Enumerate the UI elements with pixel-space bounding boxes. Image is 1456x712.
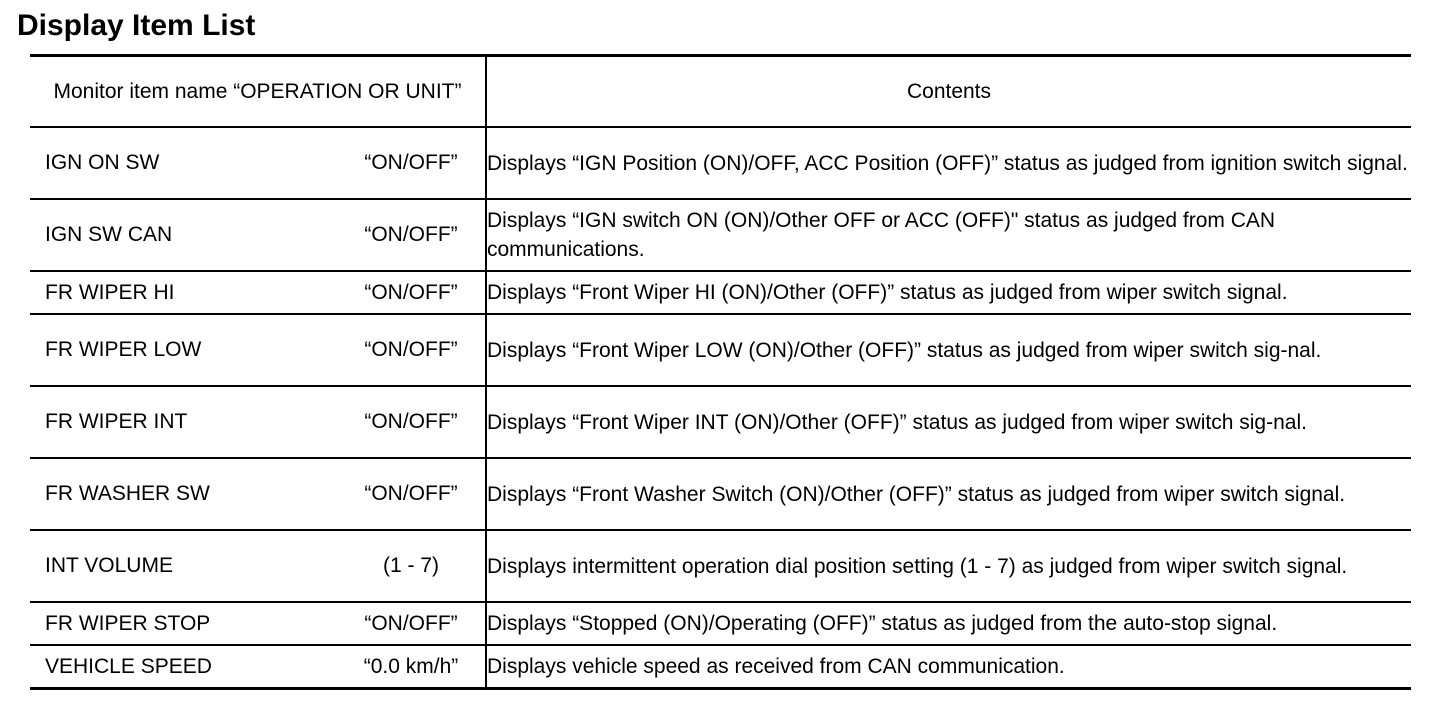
item-name: INT VOLUME [45,554,173,577]
item-name-cell [30,314,486,386]
table-row [30,530,1411,602]
item-value: “0.0 km/h” [363,654,459,678]
item-name: FR WASHER SW [45,482,210,505]
item-contents: Displays intermittent operation dial position setting (1 - 7) as judged from wiper switch signal. [486,530,1411,602]
item-contents: Displays “IGN switch ON (ON)/Other OFF or ACC (OFF)" status as judged from CAN communications. [486,199,1411,271]
table-header-row [30,56,1411,128]
item-value: “ON/OFF” [364,151,458,174]
display-item-table [30,54,1411,690]
table-row [30,645,1411,689]
item-contents: Displays “IGN Position (ON)/OFF, ACC Position (OFF)” status as judged from ignition switch signal. [486,127,1411,199]
item-contents: Displays “Stopped (ON)/Operating (OFF)” status as judged from the auto-stop signal. [486,602,1411,645]
item-name: IGN ON SW [45,151,160,174]
item-name-cell [30,271,486,314]
table-row [30,386,1411,458]
table-row [30,127,1411,199]
item-name-cell [30,602,486,645]
item-name: FR WIPER HI [45,280,175,304]
table-row [30,314,1411,386]
item-name-cell [30,199,486,271]
item-value: “ON/OFF” [364,280,458,304]
item-value: “ON/OFF” [364,410,458,433]
table-row [30,602,1411,645]
item-contents: Displays “Front Washer Switch (ON)/Other (OFF)” status as judged from wiper switch signal. [486,458,1411,530]
item-name-cell [30,386,486,458]
item-value: “ON/OFF” [364,482,458,505]
header-monitor-item-name: Monitor item name “OPERATION OR UNIT” [30,56,486,128]
item-contents: Displays “Front Wiper HI (ON)/Other (OFF)” status as judged from wiper switch signal. [486,271,1411,314]
table-row [30,458,1411,530]
item-name-cell [30,530,486,602]
item-name: IGN SW CAN [45,223,173,246]
table-row [30,199,1411,271]
item-value: “ON/OFF” [364,338,458,361]
item-value: (1 - 7) [382,554,439,577]
item-name: FR WIPER LOW [45,338,202,361]
item-value: “ON/OFF” [364,223,458,246]
item-contents: Displays “Front Wiper INT (ON)/Other (OFF)” status as judged from wiper switch sig-nal. [486,386,1411,458]
page-title: Display Item List [17,9,256,42]
item-contents: Displays “Front Wiper LOW (ON)/Other (OFF)” status as judged from wiper switch sig-nal. [486,314,1411,386]
item-name-cell [30,458,486,530]
table-row [30,271,1411,314]
item-name-cell [30,645,486,689]
item-name-cell [30,127,486,199]
header-contents: Contents [486,56,1411,128]
item-contents: Displays vehicle speed as received from CAN communication. [486,645,1411,689]
item-name: FR WIPER STOP [45,611,211,635]
item-value: “ON/OFF” [364,611,458,635]
item-name: FR WIPER INT [45,410,188,433]
item-name: VEHICLE SPEED [45,654,212,678]
